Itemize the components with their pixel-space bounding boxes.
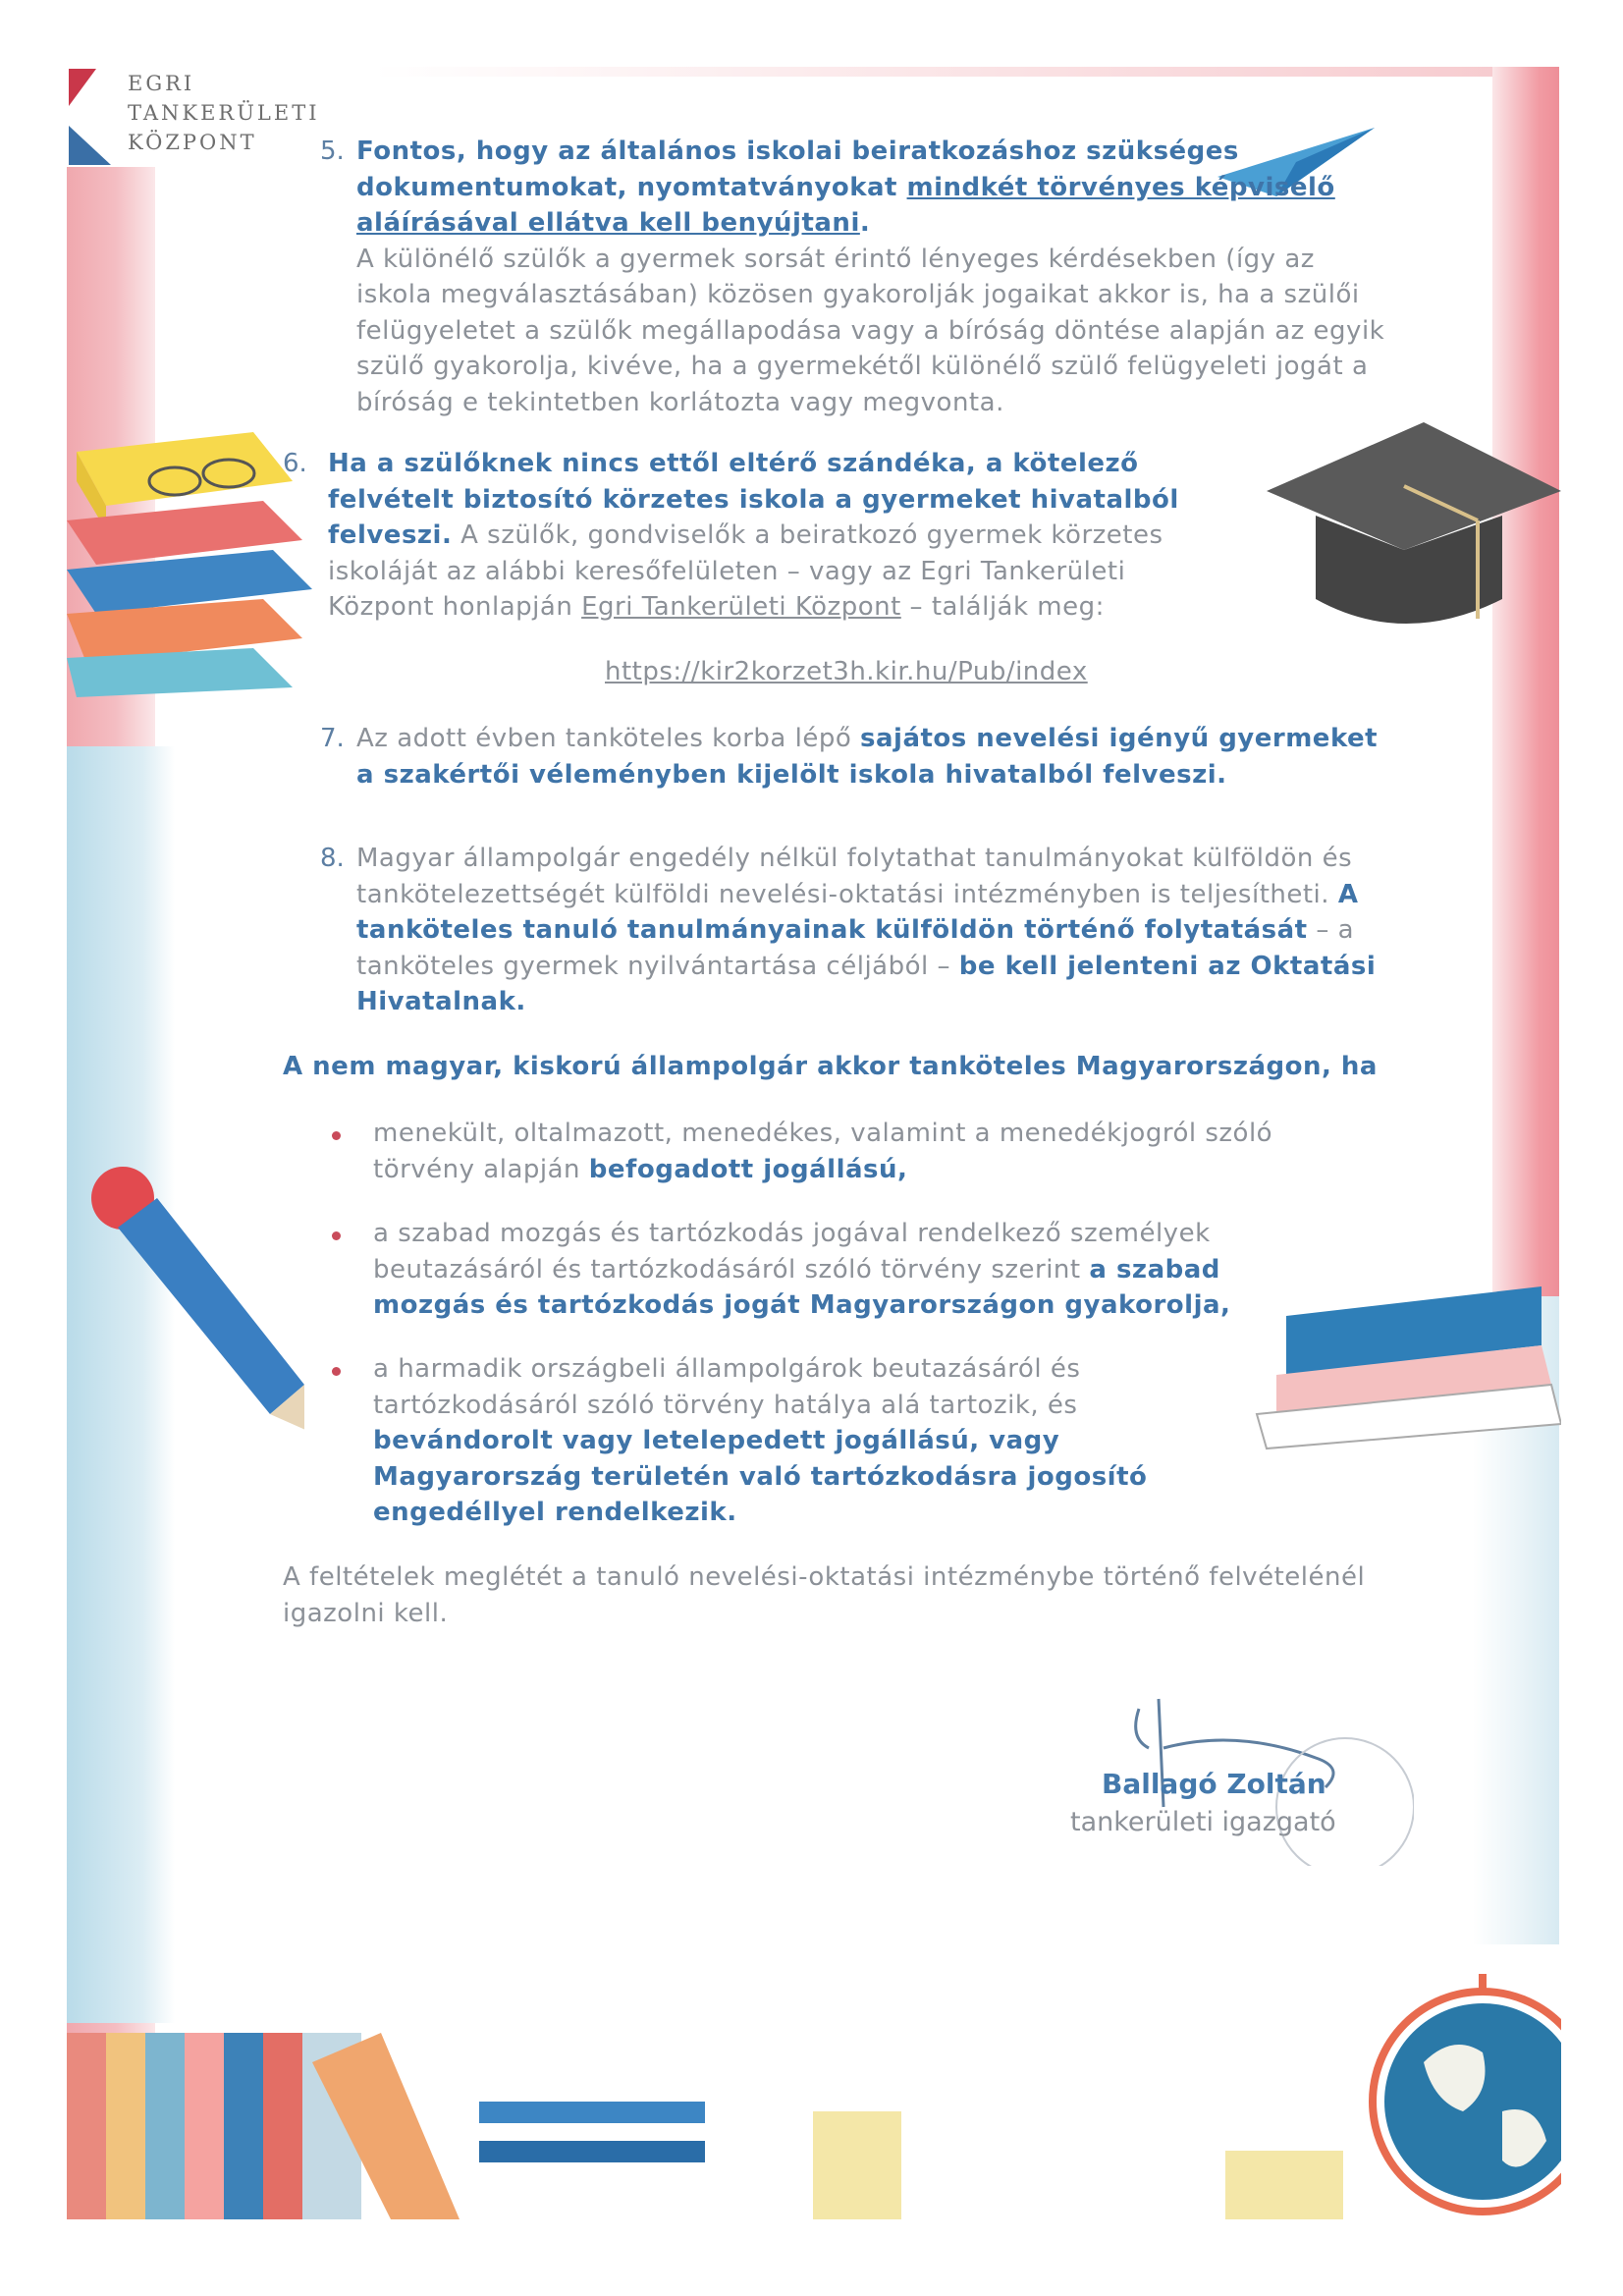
- item-7-number: 7.: [320, 724, 345, 753]
- top-decorative-strip: [373, 67, 1559, 77]
- logo-text: [128, 69, 320, 157]
- item-5-body: A különélő szülők a gyermek sorsát érintő lényeges kérdésekben (így az iskola megválasztásában) közösen gyakorolják jogaikat akkor is, ha a szülői felügyeletet a szülők megállapodása vagy a bíróság döntése alapján az egyik szülő gyakorolja, kivéve, ha a gyermekétől különélő szülő felügyeleti jogát a bíróság e tekintetben korlátozta vagy megvonta.: [356, 244, 1385, 417]
- bullet-dot: [332, 1231, 341, 1240]
- bullet-dot: [332, 1131, 341, 1140]
- logo-line-1: EGRI: [128, 72, 195, 95]
- pencil-illustration: [79, 1159, 304, 1434]
- kir-url-link[interactable]: https://kir2korzet3h.kir.hu/Pub/index: [605, 657, 1088, 686]
- foreign-citizen-heading: A nem magyar, kiskorú állampolgár akkor tanköteles Magyarországon, ha: [283, 1052, 1378, 1081]
- books-stack-illustration: [67, 412, 312, 697]
- item-8: Magyar állampolgár engedély nélkül folytathat tanulmányokat külföldön és tankötelezettségét külföldi nevelési-oktatási intézményben is teljesítheti. A tanköteles tanuló tanulmányainak külföldön történő folytatását – a tanköteles gyermek nyilvántartása céljából – be kell jelenteni az Oktatási Hivatalnak.: [356, 844, 1377, 1016]
- item-5-number: 5.: [320, 137, 345, 166]
- item-5-lead: Fontos, hogy az általános iskolai beiratkozáshoz szükséges dokumentumokat, nyomtatványokat: [356, 137, 1239, 202]
- item-6-lead: Ha a szülőknek nincs ettől eltérő szándéka, a kötelező felvételt biztosító körzetes iskola a gyermeket hivatalból felveszi.: [328, 449, 1179, 550]
- bullet-item-2: a szabad mozgás és tartózkodás jogával rendelkező személyek beutazásáról és tartózkodásáról szóló törvény szerint a szabad mozgás és tartózkodás jogát Magyarországon gyakorolja,: [373, 1219, 1231, 1320]
- bullet-item-1: menekült, oltalmazott, menedékes, valamint a menedékjogról szóló törvény alapján befogadott jogállású,: [373, 1119, 1273, 1184]
- item-6-number: 6.: [283, 449, 307, 478]
- signatory-title: tankerületi igazgató: [1070, 1807, 1336, 1837]
- egri-tankeruleti-kozpont-link[interactable]: Egri Tankerületi Központ: [581, 592, 901, 622]
- closed-books-illustration: [1247, 1277, 1561, 1453]
- signatory-name: Ballagó Zoltán: [1102, 1768, 1326, 1800]
- item-5-underlined: mindkét törvényes képviselő aláírásával ellátva kell benyújtani: [356, 172, 1335, 238]
- item-5: Fontos, hogy az általános iskolai beiratkozáshoz szükséges dokumentumokat, nyomtatványokat mindkét törvényes képviselő aláírásával ellátva kell benyújtani. A különélő szülők a gyermek sorsát érintő lényeges kérdésekben (így az iskola megválasztásában) közösen gyakorolják jogaikat akkor is, ha a szülői felügyeletet a szülők megállapodása vagy a bíróság döntése alapján az egyik szülő gyakorolja, kivéve, ha a gyermekétől különélő szülő felügyeleti jogát a bíróság e tekintetben korlátozta vagy megvonta.: [356, 137, 1385, 417]
- closing-note: A feltételek meglétét a tanuló nevelési-oktatási intézménybe történő felvételénél igazolni kell.: [283, 1562, 1366, 1628]
- item-7: Az adott évben tanköteles korba lépő sajátos nevelési igényű gyermeket a szakértői véleményben kijelölt iskola hivatalból felveszi.: [356, 724, 1379, 790]
- item-8-number: 8.: [320, 844, 345, 873]
- graduation-cap-illustration: [1257, 422, 1561, 648]
- logo-line-2: TANKERÜLETI: [128, 101, 320, 125]
- bottom-decorative-band: [67, 2033, 1422, 2229]
- item-6: Ha a szülőknek nincs ettől eltérő szándéka, a kötelező felvételt biztosító körzetes iskola a gyermeket hivatalból felveszi. A szülők, gondviselők a beiratkozó gyermek körzetes iskoláját az alábbi keresőfelületen – vagy az Egri Tankerületi Központ honlapján Egri Tankerületi Központ – találják meg:: [328, 449, 1179, 622]
- bullet-dot: [332, 1367, 341, 1376]
- logo-line-3: KÖZPONT: [128, 131, 257, 154]
- bullet-item-3: a harmadik országbeli állampolgárok beutazásáról és tartózkodásáról szóló törvény hatálya alá tartozik, és bevándorolt vagy letelepedett jogállású, vagy Magyarország területén való tartózkodásra jogosító engedéllyel rendelkezik.: [373, 1354, 1148, 1527]
